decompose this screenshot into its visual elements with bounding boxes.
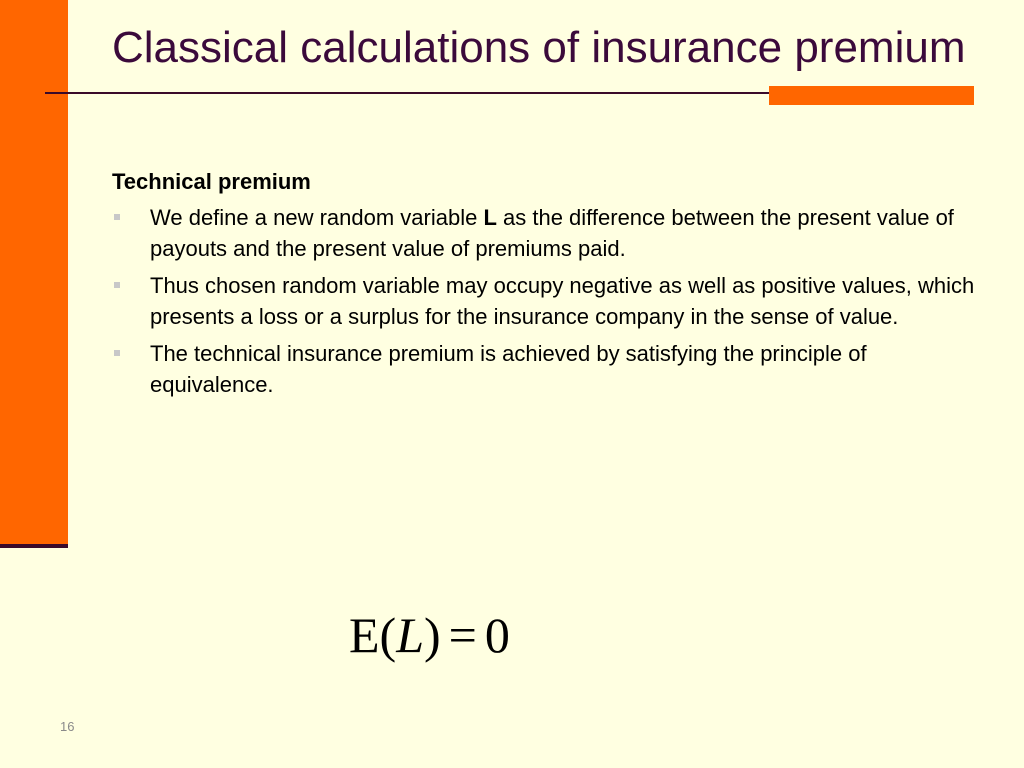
bullet-text: We define a new random variable <box>150 205 484 230</box>
bullet-list <box>112 202 992 400</box>
equation-variable: L <box>396 607 425 663</box>
accent-side-bar <box>0 0 68 546</box>
bullet-item-3 <box>112 338 992 400</box>
bullet-text: as the difference between the present value of payouts and the present value of premiums paid. <box>150 205 954 261</box>
side-bar-base-line <box>0 544 68 548</box>
bullet-item-2 <box>112 270 992 332</box>
bullet-text: The technical insurance premium is achieved by satisfying the principle of equivalence. <box>150 341 867 397</box>
square-bullet-icon <box>114 350 120 356</box>
bullet-text: Thus chosen random variable may occupy negative as well as positive values, which presents a loss or a surplus for the insurance company in the sense of value. <box>150 273 975 329</box>
variable-l: L <box>483 205 497 230</box>
expectation-operator: E( <box>349 607 397 663</box>
equals-sign: = <box>448 607 477 663</box>
section-heading: Technical premium <box>112 169 311 194</box>
slide-number: 16 <box>60 719 75 734</box>
bullet-item-1 <box>112 202 992 264</box>
equation-rhs: 0 <box>484 607 510 663</box>
square-bullet-icon <box>114 282 120 288</box>
slide-content <box>112 166 992 406</box>
title-accent-bar <box>769 86 974 105</box>
equation-close-paren: ) <box>424 607 441 663</box>
equivalence-equation <box>349 605 510 665</box>
square-bullet-icon <box>114 214 120 220</box>
slide-title: Classical calculations of insurance premium <box>112 23 966 72</box>
